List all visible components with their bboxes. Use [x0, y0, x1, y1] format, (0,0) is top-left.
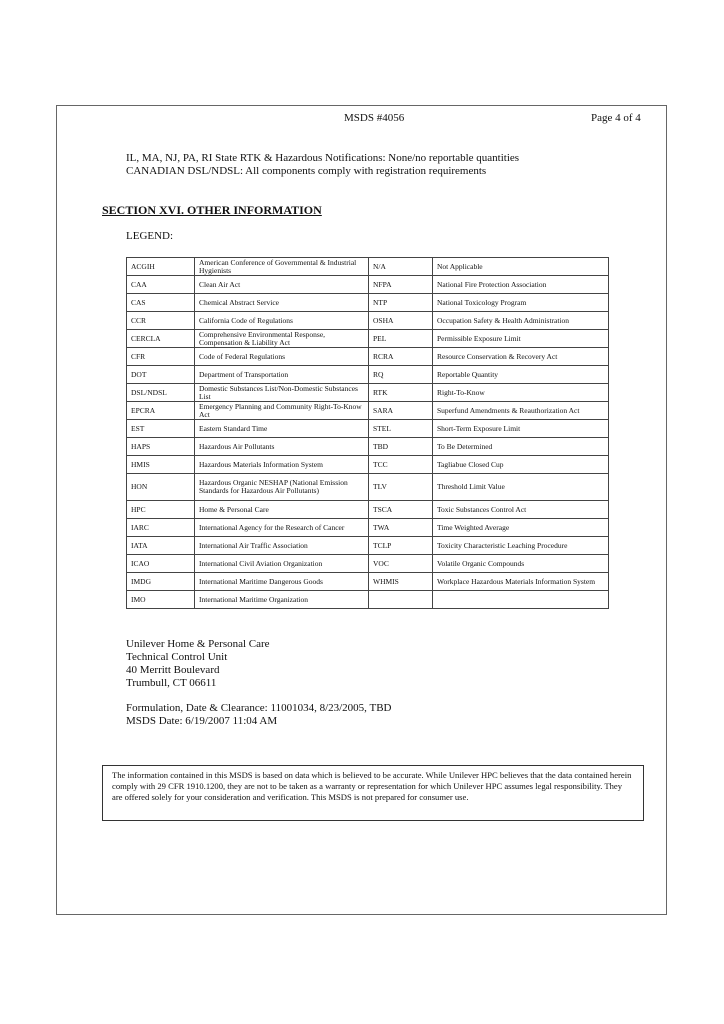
legend-abbreviation: CFR: [127, 348, 195, 366]
section-heading: SECTION XVI. OTHER INFORMATION: [102, 203, 322, 217]
company-address: [126, 638, 270, 690]
legend-abbreviation: CERCLA: [127, 330, 195, 348]
legend-abbreviation: IMDG: [127, 573, 195, 591]
address-line: Technical Control Unit: [126, 651, 228, 663]
legend-abbreviation: CAA: [127, 276, 195, 294]
legend-abbreviation: VOC: [369, 555, 433, 573]
address-line: Unilever Home & Personal Care: [126, 638, 270, 650]
legend-row: [127, 420, 609, 438]
legend-abbreviation: PEL: [369, 330, 433, 348]
legend-row: [127, 456, 609, 474]
legend-definition: American Conference of Governmental & Industrial Hygienists: [195, 258, 369, 276]
legend-definition: Occupation Safety & Health Administration: [433, 312, 609, 330]
canadian-notification-line: CANADIAN DSL/NDSL: All components comply with registration requirements: [126, 165, 487, 177]
legend-abbreviation: NFPA: [369, 276, 433, 294]
legend-abbreviation: [369, 591, 433, 609]
legend-definition: [433, 591, 609, 609]
legend-abbreviation: HPC: [127, 501, 195, 519]
legend-definition: International Maritime Organization: [195, 591, 369, 609]
legend-row: [127, 348, 609, 366]
legend-definition: International Maritime Dangerous Goods: [195, 573, 369, 591]
legend-definition: Hazardous Organic NESHAP (National Emission Standards for Hazardous Air Pollutants): [195, 474, 369, 501]
legend-table: [126, 257, 609, 609]
legend-abbreviation: DSL/NDSL: [127, 384, 195, 402]
legend-abbreviation: HON: [127, 474, 195, 501]
legend-definition: International Air Traffic Association: [195, 537, 369, 555]
legend-definition: Superfund Amendments & Reauthorization Act: [433, 402, 609, 420]
legend-abbreviation: TLV: [369, 474, 433, 501]
legend-definition: California Code of Regulations: [195, 312, 369, 330]
legend-row: [127, 519, 609, 537]
legend-definition: Department of Transportation: [195, 366, 369, 384]
legend-abbreviation: NTP: [369, 294, 433, 312]
legend-abbreviation: HMIS: [127, 456, 195, 474]
legend-abbreviation: CAS: [127, 294, 195, 312]
legend-abbreviation: TCC: [369, 456, 433, 474]
legend-abbreviation: DOT: [127, 366, 195, 384]
legend-abbreviation: WHMIS: [369, 573, 433, 591]
legend-abbreviation: SARA: [369, 402, 433, 420]
legend-definition: Emergency Planning and Community Right-To-Know Act: [195, 402, 369, 420]
disclaimer-box: The information contained in this MSDS is based on data which is believed to be accurate. While Unilever HPC believes that the data contained herein comply with 29 CFR 1910.1200, they are not to be taken as a warranty or representation for which Unilever HPC assumes legal responsibility. They are offered solely for your consideration and verification. This MSDS is not prepared for consumer use.: [102, 765, 644, 821]
legend-abbreviation: RQ: [369, 366, 433, 384]
legend-row: [127, 402, 609, 420]
legend-row: [127, 330, 609, 348]
formulation-info: [126, 702, 392, 728]
legend-definition: Resource Conservation & Recovery Act: [433, 348, 609, 366]
legend-definition: To Be Determined: [433, 438, 609, 456]
formulation-line: Formulation, Date & Clearance: 11001034, 8/23/2005, TBD: [126, 702, 392, 714]
legend-definition: Permissible Exposure Limit: [433, 330, 609, 348]
legend-abbreviation: TCLP: [369, 537, 433, 555]
legend-abbreviation: ACGIH: [127, 258, 195, 276]
legend-abbreviation: N/A: [369, 258, 433, 276]
legend-row: [127, 573, 609, 591]
address-line: Trumbull, CT 06611: [126, 677, 217, 689]
legend-definition: Volatile Organic Compounds: [433, 555, 609, 573]
legend-definition: Code of Federal Regulations: [195, 348, 369, 366]
legend-definition: Right-To-Know: [433, 384, 609, 402]
address-line: 40 Merritt Boulevard: [126, 664, 220, 676]
legend-definition: Time Weighted Average: [433, 519, 609, 537]
legend-definition: Tagliabue Closed Cup: [433, 456, 609, 474]
state-notification-line: IL, MA, NJ, PA, RI State RTK & Hazardous Notifications: None/no reportable quantities: [126, 152, 520, 164]
legend-definition: Comprehensive Environmental Response, Compensation & Liability Act: [195, 330, 369, 348]
legend-row: [127, 438, 609, 456]
legend-abbreviation: EPCRA: [127, 402, 195, 420]
legend-definition: Toxic Substances Control Act: [433, 501, 609, 519]
legend-row: [127, 384, 609, 402]
legend-abbreviation: TWA: [369, 519, 433, 537]
legend-definition: Short-Term Exposure Limit: [433, 420, 609, 438]
msds-number: MSDS #4056: [344, 112, 405, 124]
legend-row: [127, 591, 609, 609]
legend-row: [127, 258, 609, 276]
legend-definition: Clean Air Act: [195, 276, 369, 294]
msds-date-line: MSDS Date: 6/19/2007 11:04 AM: [126, 715, 278, 727]
legend-definition: National Fire Protection Association: [433, 276, 609, 294]
legend-abbreviation: EST: [127, 420, 195, 438]
legend-abbreviation: IARC: [127, 519, 195, 537]
legend-row: [127, 312, 609, 330]
legend-row: [127, 474, 609, 501]
legend-definition: Workplace Hazardous Materials Information System: [433, 573, 609, 591]
legend-definition: National Toxicology Program: [433, 294, 609, 312]
legend-abbreviation: OSHA: [369, 312, 433, 330]
legend-abbreviation: IATA: [127, 537, 195, 555]
legend-abbreviation: TBD: [369, 438, 433, 456]
legend-row: [127, 537, 609, 555]
legend-definition: Chemical Abstract Service: [195, 294, 369, 312]
legend-abbreviation: HAPS: [127, 438, 195, 456]
page-number: Page 4 of 4: [591, 112, 641, 124]
legend-abbreviation: RCRA: [369, 348, 433, 366]
legend-abbreviation: TSCA: [369, 501, 433, 519]
legend-abbreviation: STEL: [369, 420, 433, 438]
legend-definition: Domestic Substances List/Non-Domestic Substances List: [195, 384, 369, 402]
legend-label: LEGEND:: [126, 230, 174, 242]
legend-abbreviation: CCR: [127, 312, 195, 330]
legend-definition: Eastern Standard Time: [195, 420, 369, 438]
legend-abbreviation: IMO: [127, 591, 195, 609]
legend-definition: Reportable Quantity: [433, 366, 609, 384]
legend-definition: Home & Personal Care: [195, 501, 369, 519]
legend-definition: Hazardous Air Pollutants: [195, 438, 369, 456]
legend-row: [127, 294, 609, 312]
legend-definition: Threshold Limit Value: [433, 474, 609, 501]
legend-definition: Not Applicable: [433, 258, 609, 276]
legend-definition: Toxicity Characteristic Leaching Procedure: [433, 537, 609, 555]
legend-row: [127, 555, 609, 573]
legend-row: [127, 366, 609, 384]
legend-definition: International Agency for the Research of Cancer: [195, 519, 369, 537]
legend-abbreviation: RTK: [369, 384, 433, 402]
legend-row: [127, 501, 609, 519]
legend-definition: International Civil Aviation Organization: [195, 555, 369, 573]
legend-abbreviation: ICAO: [127, 555, 195, 573]
legend-definition: Hazardous Materials Information System: [195, 456, 369, 474]
legend-row: [127, 276, 609, 294]
